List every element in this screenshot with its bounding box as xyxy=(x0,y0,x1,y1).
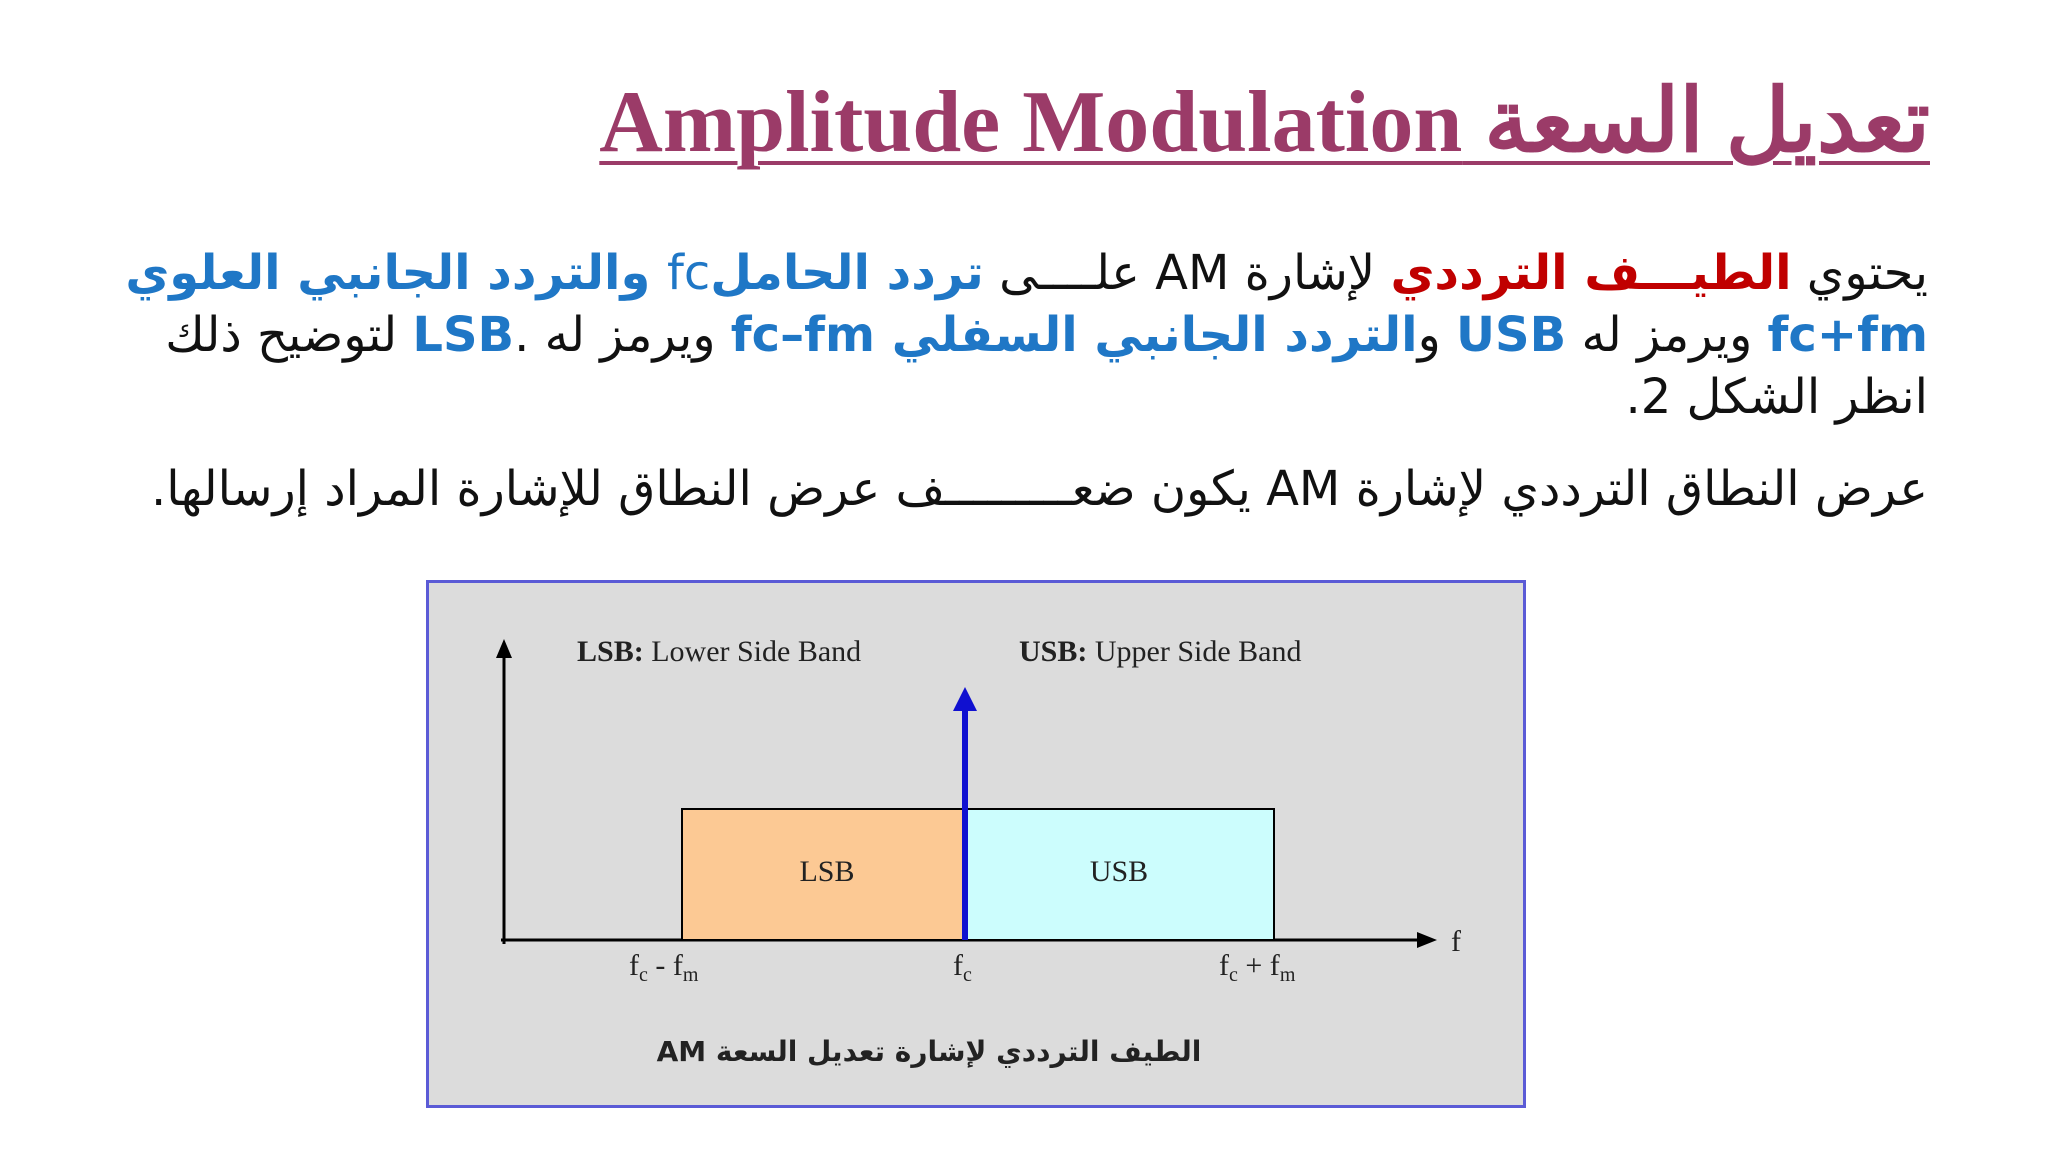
lsb-legend xyxy=(577,635,861,668)
spectrum-diagram xyxy=(429,583,1529,1111)
tick-label-fc-plus-fm xyxy=(1219,949,1296,986)
p1-text: لتوضيح ذلك انظر الشكل 2. xyxy=(165,307,1928,425)
p1-usb: USB xyxy=(1456,307,1567,363)
p1-lower-term: التردد الجانبي السفلي xyxy=(874,307,1418,363)
p1-text: ويرمز له xyxy=(1566,307,1768,363)
p1-spectrum-term: الطيـــف الترددي xyxy=(1390,245,1792,301)
figure-caption: الطيف الترددي لإشارة تعديل السعة AM xyxy=(656,1035,1202,1068)
p1-carrier-term: تردد الحامل xyxy=(710,245,984,301)
paragraph-spectrum xyxy=(76,242,1928,428)
slide-title: تعديل السعة Amplitude Modulation xyxy=(599,74,1930,171)
p1-lsb: LSB xyxy=(412,307,515,363)
p1-text: ويرمز له . xyxy=(514,307,731,363)
lsb-legend-bold: LSB: xyxy=(577,635,644,668)
usb-legend-text: Upper Side Band xyxy=(1087,635,1302,668)
frequency-axis-label: f xyxy=(1451,925,1461,958)
usb-box-label: USB xyxy=(1089,855,1149,888)
usb-legend xyxy=(1019,635,1302,668)
tick-label-fc-minus-fm xyxy=(629,949,699,986)
p1-fc-plus-fm: fc+fm xyxy=(1767,307,1928,363)
tick-base: f xyxy=(1219,949,1229,982)
tick-sub: m xyxy=(682,964,699,986)
p1-text: و xyxy=(1417,307,1457,363)
p1-fc: fc xyxy=(667,245,711,301)
tick-sub: c xyxy=(1229,964,1238,986)
tick-sub: c xyxy=(963,964,972,986)
tick-mid: - f xyxy=(647,949,683,982)
paragraph-bandwidth: عرض النطاق الترددي لإشارة AM يكون ضعـــــــــف عرض النطاق للإشارة المراد إرسالها. xyxy=(151,461,1928,517)
lsb-legend-text: Lower Side Band xyxy=(643,635,862,668)
tick-sub: m xyxy=(1279,964,1296,986)
x-axis-arrowhead xyxy=(1417,932,1437,948)
y-axis-arrowhead xyxy=(496,639,512,658)
tick-mid: + f xyxy=(1237,949,1280,982)
tick-label-fc xyxy=(953,949,972,986)
tick-base: f xyxy=(953,949,963,982)
tick-base: f xyxy=(629,949,639,982)
lsb-box-label: LSB xyxy=(799,855,855,888)
tick-sub: c xyxy=(639,964,648,986)
am-spectrum-figure xyxy=(426,580,1526,1108)
p1-text: يحتوي xyxy=(1791,245,1928,301)
p1-fc-minus-fm: fc–fm xyxy=(730,307,875,363)
carrier-arrowhead xyxy=(953,687,977,711)
usb-legend-bold: USB: xyxy=(1019,635,1088,668)
p1-text: لإشارة AM علــــى xyxy=(983,245,1391,301)
p1-upper-term: والتردد الجانبي العلوي xyxy=(125,245,667,301)
